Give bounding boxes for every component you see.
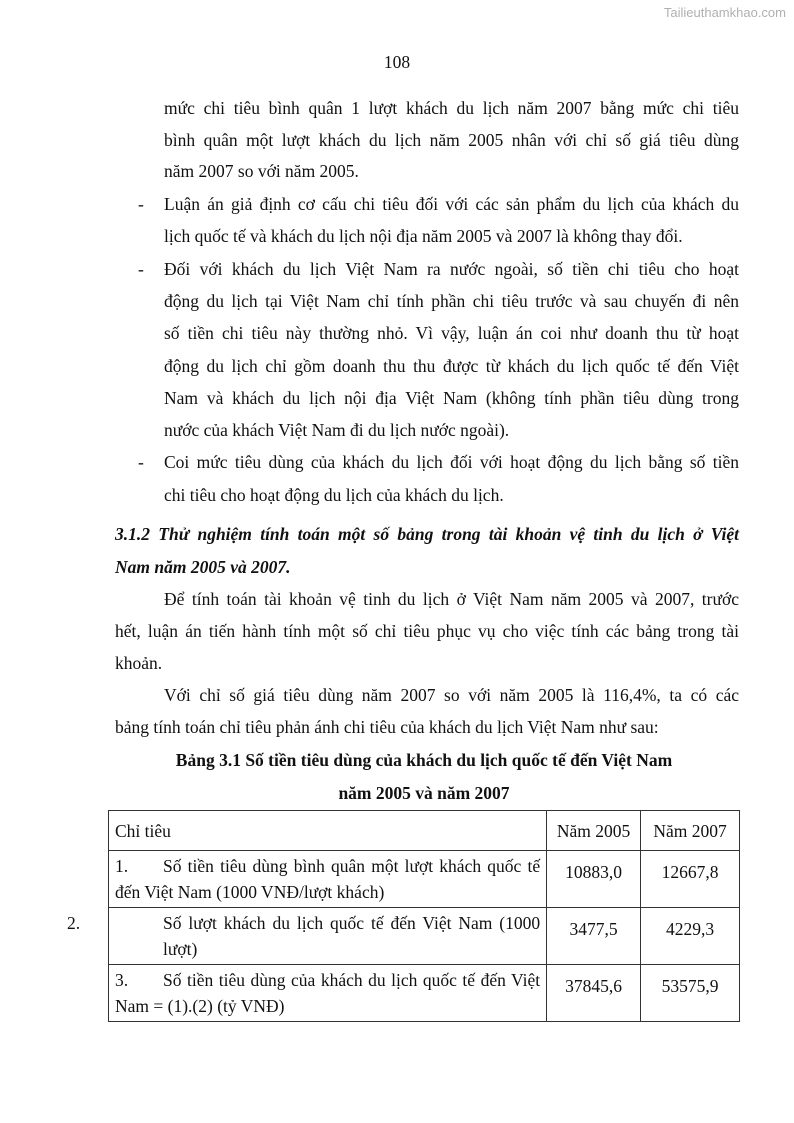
row-label: Số tiền tiêu dùng của khách du lịch quốc tế đến Việt Nam = (1).(2) (tỷ VNĐ): [115, 970, 541, 1016]
bullet-line: Coi mức tiêu dùng của khách du lịch đối với hoạt động du lịch bằng số tiền: [164, 452, 739, 473]
bullet-line: Đối với khách du lịch Việt Nam ra nước ngoài, số tiền chi tiêu cho hoạt: [164, 258, 739, 279]
table-title: năm 2005 và năm 2007: [338, 783, 510, 803]
header-cell: Năm 2007: [641, 811, 740, 851]
bullet-line: Nam và khách du lịch nội địa Việt Nam (không tính phần tiêu dùng trong: [164, 387, 739, 408]
header-cell: Năm 2005: [547, 811, 641, 851]
table-header-row: [109, 811, 740, 851]
row-label: Số lượt khách du lịch quốc tế đến Việt Nam (1000 lượt): [163, 913, 541, 959]
body-line: khoản.: [115, 653, 163, 673]
cell-2007: 53575,9: [641, 965, 740, 1022]
bullet-dash: -: [138, 258, 144, 279]
table-title: Bảng 3.1 Số tiền tiêu dùng của khách du lịch quốc tế đến Việt Nam: [175, 750, 673, 770]
cell-2007: 12667,8: [641, 851, 740, 908]
watermark: Tailieuthamkhao.com: [663, 5, 786, 20]
body-line: Để tính toán tài khoản vệ tinh du lịch ở Việt Nam năm 2005 và 2007, trước: [164, 589, 739, 609]
cell-2005: 3477,5: [547, 908, 641, 965]
page-number: 108: [383, 52, 411, 72]
bullet-line: động du lịch tại Việt Nam chỉ tính phần chi tiêu trước và sau chuyến đi nên: [164, 290, 739, 311]
body-line: mức chi tiêu bình quân 1 lượt khách du lịch năm 2007 bằng mức chi tiêu: [164, 98, 739, 118]
body-line: bảng tính toán chỉ tiêu phản ánh chi tiêu của khách du lịch Việt Nam như sau:: [115, 717, 659, 737]
body-line: Với chỉ số giá tiêu dùng năm 2007 so với năm 2005 là 116,4%, ta có các: [164, 685, 739, 705]
body-line: bình quân một lượt khách du lịch năm 2005 nhân với chỉ số giá tiêu dùng: [164, 130, 739, 150]
table-row: [109, 965, 740, 1022]
row-number: 2.: [67, 913, 81, 933]
bullet-line: nước của khách Việt Nam đi du lịch nước ngoài).: [164, 420, 510, 441]
bullet-line: chi tiêu cho hoạt động du lịch của khách du lịch.: [164, 484, 504, 505]
bullet-line: động du lịch chỉ gồm doanh thu thu được từ khách du lịch quốc tế đến Việt: [164, 355, 739, 376]
body-line: hết, luận án tiến hành tính một số chỉ tiêu phục vụ cho việc tính các bảng trong tài: [115, 621, 739, 641]
cell-2007: 4229,3: [641, 908, 740, 965]
section-heading: Nam năm 2005 và 2007.: [115, 557, 291, 577]
row-number: 3.: [115, 970, 129, 990]
row-label: Số tiền tiêu dùng bình quân một lượt khách quốc tế đến Việt Nam (1000 VNĐ/lượt khách): [115, 856, 541, 902]
bullet-dash: -: [138, 194, 144, 214]
bullet-line: Luận án giả định cơ cấu chi tiêu đối với các sản phẩm du lịch của khách du: [164, 194, 739, 214]
row-number: 1.: [115, 856, 129, 876]
body-line: năm 2007 so với năm 2005.: [164, 161, 359, 181]
bullet-line: lịch quốc tế và khách du lịch nội địa năm 2005 và 2007 là không thay đổi.: [164, 226, 683, 247]
cell-2005: 10883,0: [547, 851, 641, 908]
table-row: [109, 908, 740, 965]
table-row: [109, 851, 740, 908]
data-table: [67, 810, 740, 1022]
bullet-line: số tiền chi tiêu này thường nhỏ. Vì vậy, luận án coi như doanh thu từ hoạt: [164, 323, 739, 344]
bullet-dash: -: [138, 452, 144, 473]
header-cell: Chỉ tiêu: [109, 811, 547, 851]
cell-2005: 37845,6: [547, 965, 641, 1022]
section-heading: 3.1.2 Thử nghiệm tính toán một số bảng trong tài khoản vệ tinh du lịch ở Việt: [115, 524, 739, 544]
